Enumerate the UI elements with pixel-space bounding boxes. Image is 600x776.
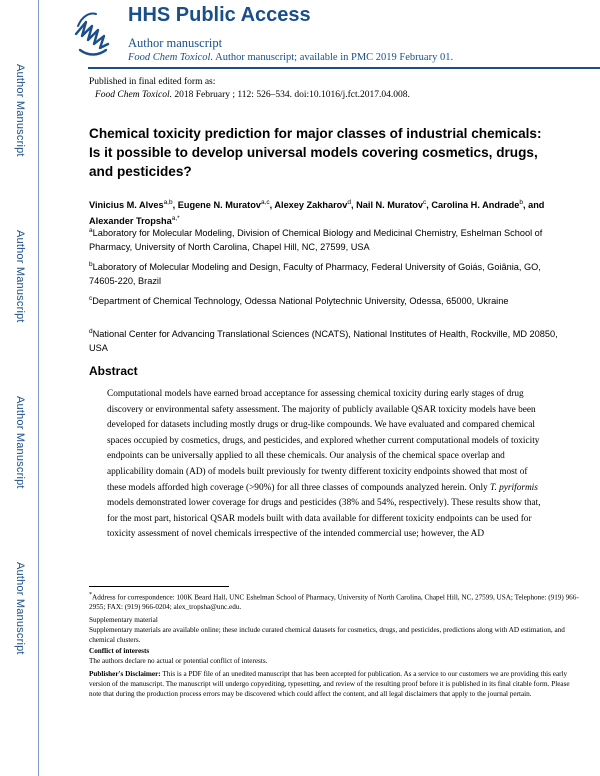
affiliation-text: Laboratory of Molecular Modeling and Design, Faculty of Pharmacy, Federal University of Goiás, Goiânia, GO, 74605-220, Brazil (89, 262, 541, 286)
author-affil-mark: c (423, 199, 427, 206)
author-affil-mark: b (519, 199, 523, 206)
affiliation-mark: c (89, 295, 93, 302)
side-label-3: Author Manuscript (14, 396, 26, 489)
header-citation (128, 52, 453, 63)
author-separator: , (269, 200, 275, 211)
footnote-supp-text: Supplementary materials are available online; these include curated chemical datasets for cosmetics, drugs, and pesticides, predictions along with AD estimation, and chemical clusters. (89, 626, 565, 644)
footnote-rule (89, 586, 229, 587)
affiliation (89, 292, 559, 309)
abstract-text-part1: Computational models have earned broad acceptance for assessing chemical toxicity during early stages of drug discovery or environmental safety assessment. The majority of publicly available QSAR toxicity models have been developed for datasets including mostly drugs or drug-like compounds. We have evaluated and compared chemical spaces occupied by cosmetics, drugs, and pesticides, and explored whether current computational models of toxicity endpoints can be universally applied to all these chemicals. Our analysis of the chemical space overlap and applicability domain (AD) of models built previously for twenty different toxicity endpoints showed that most of these models afforded high coverage (>90%) for all three classes of compounds analyzed herein. Only (107, 389, 540, 493)
author-name: Eugene N. Muratov (177, 200, 261, 211)
author-name: Alexander Tropsha (89, 216, 172, 227)
article-title: Chemical toxicity prediction for major classes of industrial chemicals: Is it possible to develop universal models covering cosmetics, drugs, and pesticides? (89, 126, 542, 179)
author-name: Carolina H. Andrade (431, 200, 520, 211)
affiliation (89, 325, 559, 355)
author-separator: , and (522, 200, 545, 211)
author-name: Vinicius M. Alves (89, 200, 164, 211)
abstract-species-italic: T. pyriformis (490, 482, 538, 493)
author-separator: , (351, 200, 357, 211)
abstract-body (107, 387, 545, 543)
affiliation-mark: d (89, 328, 93, 335)
affiliation-text: Department of Chemical Technology, Odessa National Polytechnic University, Odessa, 65000, Ukraine (92, 296, 509, 307)
affiliation-text: Laboratory for Molecular Modeling, Division of Chemical Biology and Medicinal Chemistry, Eshelman School of Pharmacy, University of North Carolina, Chapel Hill, NC, 27599, USA (89, 228, 543, 252)
author-affil-mark: a,c (260, 199, 270, 206)
affiliation (89, 224, 559, 254)
footnote-supp-heading: Supplementary material (89, 616, 158, 624)
author-affil-mark: d (347, 199, 352, 206)
margin-divider (38, 0, 39, 776)
disclaimer-text: This is a PDF file of an unedited manuscript that has been accepted for publication. As a service to our customers we are providing this early version of the manuscript. The manuscript will undergo copyediting, typesetting, and review of the resulting proof before it is published in its final citable form. Please note that during the production process errors may be discovered which could affect the content, and all legal disclaimers that apply to the journal pertain. (89, 670, 570, 698)
affiliation (89, 258, 559, 288)
author-separator: , (172, 200, 178, 211)
correspondence-text: Address for correspondence: 100K Beard Hall, UNC Eshelman School of Pharmacy, University of North Carolina, Chapel Hill, NC, 27599, USA; Telephone: (919) 966-2955; FAX: (919) 966-0204; alex_tropsha@unc.edu. (89, 593, 579, 612)
coi-heading: Conflict of interests (89, 647, 150, 655)
side-label-4: Author Manuscript (14, 562, 26, 655)
published-journal: Food Chem Toxicol. (95, 90, 172, 100)
hhs-eagle-logo-icon (72, 4, 112, 64)
header-rule (88, 67, 600, 69)
author-name: Alexey Zakharov (274, 200, 348, 211)
affiliation-text: National Center for Advancing Translational Sciences (NCATS), National Institutes of Health, Rockville, MD 20850, USA (89, 329, 558, 353)
abstract-text-part2: models demonstrated lower coverage for drugs and pesticides (38% and 54%, respectively). These results show that, for the most part, historical QSAR models built with data available for different toxicity endpoints can be used for toxicity assessment of novel chemicals irrespective of the intended commercial use; however, the AD (107, 498, 541, 540)
side-label-1: Author Manuscript (14, 64, 26, 157)
author-name: Nail N. Muratov (356, 200, 424, 211)
side-label-2: Author Manuscript (14, 230, 26, 323)
header-availability: Author manuscript; available in PMC 2019 February 01. (213, 52, 454, 63)
author-manuscript-label: Author manuscript (128, 36, 223, 50)
disclaimer-heading: Publisher's Disclaimer: (89, 670, 161, 678)
footnote-coi-heading (89, 647, 579, 657)
published-citation (89, 89, 410, 102)
header-journal: Food Chem Toxicol. (128, 52, 214, 63)
author-affil-mark: a,b (163, 199, 173, 206)
author-affil-mark: a,* (171, 215, 180, 223)
footnote-coi-text: The authors declare no actual or potential conflict of interests. (89, 657, 268, 665)
affiliation-mark: b (89, 261, 93, 268)
author-separator: , (426, 200, 432, 211)
footnote-correspondence: *Address for correspondence: 100K Beard Hall, UNC Eshelman School of Pharmacy, University of North Carolina, Chapel Hill, NC, 27599, USA; Telephone: (919) 966-2955; FAX: (919) 966-0204; alex_tropsha@unc.edu. (89, 592, 579, 612)
affiliation-mark: a (89, 227, 93, 234)
hhs-public-access-title: HHS Public Access (128, 4, 311, 26)
footnote-disclaimer (89, 670, 579, 699)
published-info (89, 76, 410, 102)
abstract-heading: Abstract (89, 364, 138, 378)
published-detail: 2018 February ; 112: 526–534. doi:10.1016/j.fct.2017.04.008. (171, 90, 410, 100)
published-line: Published in final edited form as: (89, 77, 216, 87)
